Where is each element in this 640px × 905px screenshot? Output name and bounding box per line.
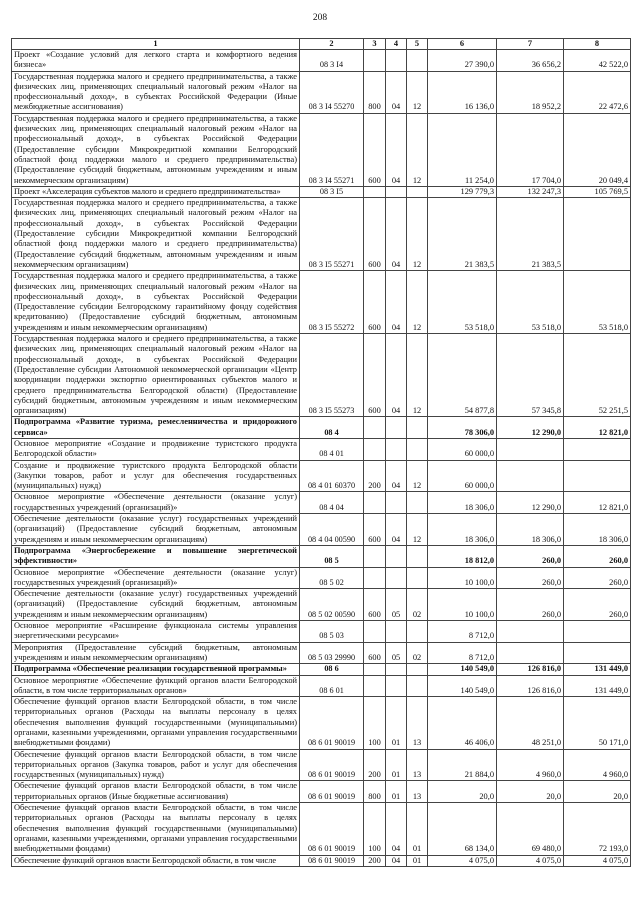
row-code: 08 3 I5 55271 <box>300 198 364 271</box>
row-value-year2: 4 075,0 <box>497 855 564 866</box>
table-row <box>12 492 631 514</box>
row-value-year1: 16 136,0 <box>428 71 497 113</box>
row-value-year2: 126 816,0 <box>497 664 564 675</box>
row-name: Государственная поддержка малого и среднего предпринимательства, а также физических лиц, применяющих специальный налоговый режим «Налог на профессиональный доход», в субъектах Российской Федерации (Предоставление субсидии Микрокредитной компании Белгородский областной фонд поддержки малого и среднего предпринимательства) (Предоставление субсидий бюджетным, автономным учреждениям и иным некоммерческим организациям) <box>12 113 300 186</box>
table-row <box>12 334 631 417</box>
row-code: 08 6 01 90019 <box>300 697 364 749</box>
row-code: 08 6 01 <box>300 675 364 697</box>
row-rz: 05 <box>386 642 407 664</box>
table-row <box>12 697 631 749</box>
row-value-year2 <box>497 642 564 664</box>
row-vr <box>364 492 386 514</box>
row-pr: 12 <box>407 71 428 113</box>
row-value-year1: 11 254,0 <box>428 113 497 186</box>
row-code: 08 6 01 90019 <box>300 749 364 781</box>
row-pr: 13 <box>407 749 428 781</box>
row-value-year2: 69 480,0 <box>497 803 564 855</box>
row-value-year1: 140 549,0 <box>428 675 497 697</box>
table-row <box>12 567 631 589</box>
row-rz: 04 <box>386 71 407 113</box>
table-row <box>12 271 631 334</box>
row-code: 08 4 <box>300 417 364 439</box>
row-name: Обеспечение функций органов власти Белгородской области, в том числе территориальных органов (Закупка товаров, работ и услуг для обеспечения государственных (муниципальных) нужд) <box>12 749 300 781</box>
row-value-year3: 20,0 <box>564 781 631 803</box>
row-vr: 100 <box>364 697 386 749</box>
row-vr: 800 <box>364 71 386 113</box>
row-rz <box>386 417 407 439</box>
row-value-year3 <box>564 460 631 492</box>
row-value-year1: 10 100,0 <box>428 589 497 621</box>
row-value-year2 <box>497 438 564 460</box>
row-vr <box>364 621 386 643</box>
row-rz: 04 <box>386 271 407 334</box>
row-rz: 04 <box>386 334 407 417</box>
row-value-year3: 260,0 <box>564 589 631 621</box>
row-code: 08 5 <box>300 545 364 567</box>
row-vr <box>364 186 386 197</box>
row-value-year1: 53 518,0 <box>428 271 497 334</box>
row-name: Проект «Акселерация субъектов малого и среднего предпринимательства» <box>12 186 300 197</box>
row-pr <box>407 675 428 697</box>
row-pr: 12 <box>407 460 428 492</box>
row-rz: 01 <box>386 749 407 781</box>
table-row <box>12 50 631 72</box>
row-value-year2: 132 247,3 <box>497 186 564 197</box>
row-value-year1: 60 000,0 <box>428 438 497 460</box>
row-rz: 04 <box>386 803 407 855</box>
row-rz <box>386 186 407 197</box>
row-vr <box>364 50 386 72</box>
row-vr: 600 <box>364 271 386 334</box>
row-value-year3 <box>564 621 631 643</box>
table-row <box>12 642 631 664</box>
row-value-year1: 46 406,0 <box>428 697 497 749</box>
column-header: 8 <box>564 39 631 50</box>
table-row <box>12 545 631 567</box>
table-row <box>12 675 631 697</box>
row-value-year3: 105 769,5 <box>564 186 631 197</box>
row-rz <box>386 438 407 460</box>
row-name: Основное мероприятие «Создание и продвижение туристского продукта Белгородской области» <box>12 438 300 460</box>
row-name: Обеспечение деятельности (оказание услуг) государственных учреждений (организаций) (Предоставление субсидий бюджетным, автономным учреждениям и иным некоммерческим организациям) <box>12 589 300 621</box>
row-code: 08 5 03 <box>300 621 364 643</box>
page-number: 208 <box>312 13 328 23</box>
row-value-year3 <box>564 198 631 271</box>
row-vr: 600 <box>364 589 386 621</box>
row-value-year1: 10 100,0 <box>428 567 497 589</box>
row-name: Государственная поддержка малого и среднего предпринимательства, а также физических лиц, применяющих специальный налоговый режим «Налог на профессиональный доход», в субъектах Российской Федерации (Предоставление субсидии Белгородскому гарантийному фонду содействия кредитованию) (Предоставление субсидий бюджетным, автономным учреждениям и иным некоммерческим организациям) <box>12 271 300 334</box>
row-pr <box>407 417 428 439</box>
table-row <box>12 417 631 439</box>
table-row <box>12 589 631 621</box>
row-vr <box>364 545 386 567</box>
row-pr: 01 <box>407 803 428 855</box>
column-header: 5 <box>407 39 428 50</box>
row-pr: 01 <box>407 855 428 866</box>
row-vr: 600 <box>364 514 386 546</box>
row-rz: 05 <box>386 589 407 621</box>
row-pr <box>407 664 428 675</box>
row-code: 08 5 02 <box>300 567 364 589</box>
table-row <box>12 803 631 855</box>
row-value-year2: 57 345,8 <box>497 334 564 417</box>
row-value-year1: 21 884,0 <box>428 749 497 781</box>
row-pr <box>407 50 428 72</box>
row-name: Обеспечение функций органов власти Белгородской области, в том числе территориальных органов (Иные бюджетные ассигнования) <box>12 781 300 803</box>
row-rz <box>386 50 407 72</box>
row-code: 08 3 I5 55273 <box>300 334 364 417</box>
column-header: 2 <box>300 39 364 50</box>
budget-table <box>11 38 631 867</box>
row-vr: 600 <box>364 198 386 271</box>
row-name: Основное мероприятие «Обеспечение функций органов власти Белгородской области, в том числе территориальных органов» <box>12 675 300 697</box>
row-name: Обеспечение функций органов власти Белгородской области, в том числе территориальных органов (Расходы на выплаты персоналу в целях обеспечения выполнения функций государственными (муниципальными) органами, казенными учреждениями, органами управления государственными внебюджетными фондами) <box>12 697 300 749</box>
row-rz: 04 <box>386 514 407 546</box>
row-name: Государственная поддержка малого и среднего предпринимательства, а также физических лиц, применяющих специальный налоговый режим «Налог на профессиональный доход», в субъектах Российской Федерации (Иные межбюджетные ассигнования) <box>12 71 300 113</box>
column-header: 6 <box>428 39 497 50</box>
row-value-year2: 53 518,0 <box>497 271 564 334</box>
row-code: 08 4 01 <box>300 438 364 460</box>
row-value-year1: 8 712,0 <box>428 642 497 664</box>
table-row <box>12 438 631 460</box>
row-value-year3: 131 449,0 <box>564 675 631 697</box>
row-pr: 13 <box>407 697 428 749</box>
row-code: 08 3 I5 <box>300 186 364 197</box>
row-pr: 12 <box>407 514 428 546</box>
table-row <box>12 514 631 546</box>
column-header: 4 <box>386 39 407 50</box>
row-name: Основное мероприятие «Обеспечение деятельности (оказание услуг) государственных учреждений (организаций)» <box>12 492 300 514</box>
row-rz <box>386 545 407 567</box>
row-pr: 13 <box>407 781 428 803</box>
row-value-year1: 27 390,0 <box>428 50 497 72</box>
row-code: 08 3 I4 55270 <box>300 71 364 113</box>
row-value-year1: 21 383,5 <box>428 198 497 271</box>
row-code: 08 4 04 <box>300 492 364 514</box>
row-pr: 02 <box>407 589 428 621</box>
row-pr <box>407 492 428 514</box>
row-rz: 01 <box>386 697 407 749</box>
row-name: Основное мероприятие «Расширение функционала системы управления энергетическими ресурсами» <box>12 621 300 643</box>
row-value-year3: 50 171,0 <box>564 697 631 749</box>
row-code: 08 3 I4 <box>300 50 364 72</box>
row-rz <box>386 675 407 697</box>
table-row <box>12 71 631 113</box>
column-header: 1 <box>12 39 300 50</box>
row-value-year3 <box>564 438 631 460</box>
row-value-year3 <box>564 642 631 664</box>
row-value-year2: 260,0 <box>497 567 564 589</box>
row-value-year3: 4 075,0 <box>564 855 631 866</box>
row-value-year3: 131 449,0 <box>564 664 631 675</box>
row-value-year3: 72 193,0 <box>564 803 631 855</box>
row-code: 08 4 04 00590 <box>300 514 364 546</box>
row-value-year2: 12 290,0 <box>497 492 564 514</box>
row-name: Проект «Создание условий для легкого старта и комфортного ведения бизнеса» <box>12 50 300 72</box>
row-value-year2: 20,0 <box>497 781 564 803</box>
row-name: Государственная поддержка малого и среднего предпринимательства, а также физических лиц, применяющих специальный налоговый режим «Налог на профессиональный доход», в субъектах Российской Федерации (Предоставление субсидии Автономной некоммерческой организации «Центр координации поддержки экспортно ориентированных субъектов малого и среднего предпринимательства Белгородской области) (Предоставление субсидий бюджетным, автономным учреждениям и иным некоммерческим организациям) <box>12 334 300 417</box>
row-rz <box>386 664 407 675</box>
row-value-year3: 260,0 <box>564 567 631 589</box>
row-value-year3: 12 821,0 <box>564 417 631 439</box>
row-value-year3: 53 518,0 <box>564 271 631 334</box>
table-row <box>12 113 631 186</box>
row-rz <box>386 621 407 643</box>
row-value-year1: 4 075,0 <box>428 855 497 866</box>
table-row <box>12 664 631 675</box>
row-code: 08 6 01 90019 <box>300 803 364 855</box>
row-name: Подпрограмма «Развитие туризма, ремесленничества и придорожного сервиса» <box>12 417 300 439</box>
row-value-year1: 20,0 <box>428 781 497 803</box>
row-pr: 12 <box>407 113 428 186</box>
row-value-year3: 42 522,0 <box>564 50 631 72</box>
column-header: 7 <box>497 39 564 50</box>
row-vr: 200 <box>364 855 386 866</box>
table-body <box>12 50 631 867</box>
row-value-year1: 140 549,0 <box>428 664 497 675</box>
row-value-year1: 54 877,8 <box>428 334 497 417</box>
row-vr: 800 <box>364 781 386 803</box>
row-value-year2: 18 952,2 <box>497 71 564 113</box>
table-row <box>12 781 631 803</box>
row-rz: 04 <box>386 855 407 866</box>
row-vr <box>364 417 386 439</box>
row-rz: 04 <box>386 198 407 271</box>
row-pr <box>407 621 428 643</box>
row-value-year3: 260,0 <box>564 545 631 567</box>
row-value-year1: 18 306,0 <box>428 492 497 514</box>
row-rz: 04 <box>386 113 407 186</box>
row-code: 08 4 01 60370 <box>300 460 364 492</box>
row-value-year1: 60 000,0 <box>428 460 497 492</box>
row-code: 08 3 I5 55272 <box>300 271 364 334</box>
row-value-year2: 36 656,2 <box>497 50 564 72</box>
row-rz <box>386 492 407 514</box>
row-value-year3: 20 049,4 <box>564 113 631 186</box>
row-value-year2 <box>497 460 564 492</box>
row-name: Основное мероприятие «Обеспечение деятельности (оказание услуг) государственных учреждений (организаций)» <box>12 567 300 589</box>
row-vr <box>364 567 386 589</box>
table-row <box>12 460 631 492</box>
row-value-year2: 21 383,5 <box>497 198 564 271</box>
column-header: 3 <box>364 39 386 50</box>
row-pr: 12 <box>407 198 428 271</box>
row-value-year1: 129 779,3 <box>428 186 497 197</box>
row-name: Мероприятия (Предоставление субсидий бюджетным, автономным учреждениям и иным некоммерческим организациям) <box>12 642 300 664</box>
row-code: 08 5 02 00590 <box>300 589 364 621</box>
row-name: Создание и продвижение туристского продукта Белгородской области (Закупки товаров, работ и услуг для обеспечения государственных (муниципальных) нужд) <box>12 460 300 492</box>
row-name: Подпрограмма «Энергосбережение и повышение энергетической эффективности» <box>12 545 300 567</box>
row-vr <box>364 438 386 460</box>
row-pr <box>407 186 428 197</box>
row-value-year2: 18 306,0 <box>497 514 564 546</box>
row-vr: 600 <box>364 334 386 417</box>
row-value-year2 <box>497 621 564 643</box>
row-value-year2: 48 251,0 <box>497 697 564 749</box>
row-pr <box>407 567 428 589</box>
row-value-year2: 12 290,0 <box>497 417 564 439</box>
row-value-year3: 4 960,0 <box>564 749 631 781</box>
row-vr: 100 <box>364 803 386 855</box>
row-vr: 200 <box>364 460 386 492</box>
row-value-year1: 18 306,0 <box>428 514 497 546</box>
row-vr <box>364 675 386 697</box>
row-name: Обеспечение деятельности (оказание услуг) государственных учреждений (организаций) (Предоставление субсидий бюджетным, автономным учреждениям и иным некоммерческим организациям) <box>12 514 300 546</box>
row-value-year2: 260,0 <box>497 545 564 567</box>
row-value-year2: 4 960,0 <box>497 749 564 781</box>
row-value-year2: 17 704,0 <box>497 113 564 186</box>
row-name: Обеспечение функций органов власти Белгородской области, в том числе территориальных органов (Расходы на выплаты персоналу в целях обеспечения выполнения функций государственными (муниципальными) органами, казенными учреждениями, органами управления государственными внебюджетными фондами) <box>12 803 300 855</box>
row-rz: 04 <box>386 460 407 492</box>
row-value-year3: 18 306,0 <box>564 514 631 546</box>
row-value-year1: 8 712,0 <box>428 621 497 643</box>
row-vr <box>364 664 386 675</box>
row-pr: 12 <box>407 334 428 417</box>
table-row <box>12 186 631 197</box>
row-rz: 01 <box>386 781 407 803</box>
row-vr: 200 <box>364 749 386 781</box>
row-vr: 600 <box>364 113 386 186</box>
row-code: 08 6 <box>300 664 364 675</box>
row-vr: 600 <box>364 642 386 664</box>
row-name: Государственная поддержка малого и среднего предпринимательства, а также физических лиц, применяющих специальный налоговый режим «Налог на профессиональный доход», в субъектах Российской Федерации (Предоставление субсидии Микрокредитной компании Белгородский областной фонд поддержки малого и среднего предпринимательства) (Предоставление субсидий бюджетным, автономным учреждениям и иным некоммерческим организациям) <box>12 198 300 271</box>
table-row <box>12 621 631 643</box>
row-value-year3: 22 472,6 <box>564 71 631 113</box>
row-pr <box>407 438 428 460</box>
row-code: 08 6 01 90019 <box>300 781 364 803</box>
row-pr <box>407 545 428 567</box>
row-code: 08 3 I4 55271 <box>300 113 364 186</box>
row-value-year1: 78 306,0 <box>428 417 497 439</box>
row-value-year1: 68 134,0 <box>428 803 497 855</box>
row-code: 08 6 01 90019 <box>300 855 364 866</box>
row-pr: 12 <box>407 271 428 334</box>
row-value-year3: 12 821,0 <box>564 492 631 514</box>
row-value-year1: 18 812,0 <box>428 545 497 567</box>
row-name: Обеспечение функций органов власти Белгородской области, в том числе <box>12 855 300 866</box>
row-value-year2: 260,0 <box>497 589 564 621</box>
table-row <box>12 198 631 271</box>
row-value-year3: 52 251,5 <box>564 334 631 417</box>
row-name: Подпрограмма «Обеспечение реализации государственной программы» <box>12 664 300 675</box>
table-row <box>12 749 631 781</box>
row-value-year2: 126 816,0 <box>497 675 564 697</box>
row-code: 08 5 03 29990 <box>300 642 364 664</box>
table-header-row <box>12 39 631 50</box>
row-pr: 02 <box>407 642 428 664</box>
row-rz <box>386 567 407 589</box>
table-row <box>12 855 631 866</box>
